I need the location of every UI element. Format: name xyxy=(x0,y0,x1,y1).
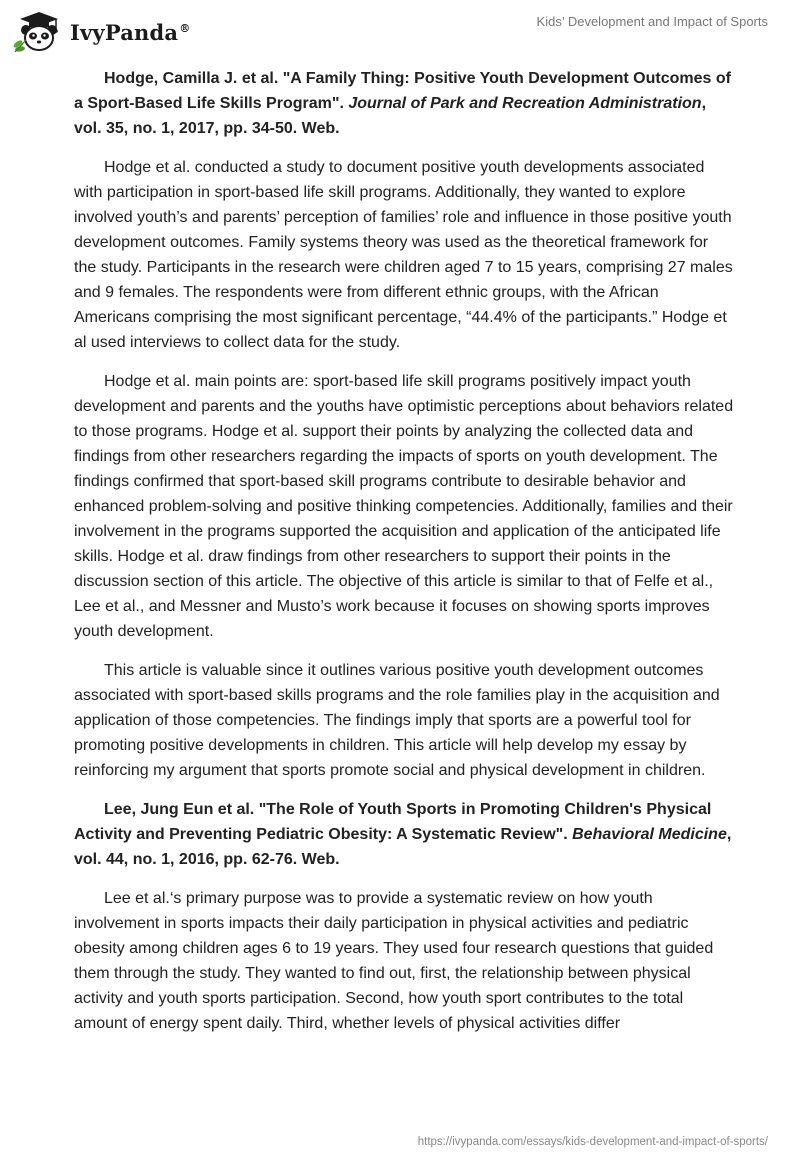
paragraph: This article is valuable since it outlines various positive youth development outcomes associated with sport-based skills programs and the role families play in the acquisition and application of those competencies. The findings imply that sports are a powerful tool for promoting positive developments in children. This article will help develop my essay by reinforcing my argument that sports promote social and physical development in children. xyxy=(74,662,720,779)
source-url-link[interactable]: https://ivypanda.com/essays/kids-development-and-impact-of-sports/ xyxy=(417,1136,768,1148)
document-title: Kids’ Development and Impact of Sports xyxy=(536,14,768,29)
reference-citation: Lee, Jung Eun et al. "The Role of Youth Sports in Promoting Children's Physical Activity and Preventing Pediatric Obesity: A Systematic Review". xyxy=(74,801,712,843)
paragraph: Lee et al.‘s primary purpose was to provide a systematic review on how youth involvement in sports impacts their daily participation in physical activities and pediatric obesity among children ages 6 to 19 years. They used four research questions that guided them through the study. They wanted to find out, first, the relationship between physical activity and youth sports participation. Second, how youth sport contributes to the total amount of energy spent daily. Third, whether levels of physical activities differ xyxy=(74,890,714,1032)
reference-details: , vol. 44, no. 1, 2016, pp. 62-76. Web. xyxy=(74,826,732,868)
paragraph: Hodge et al. conducted a study to document positive youth developments associated with participation in sport-based life skill programs. Additionally, they wanted to explore involved youth’s and parents’ perception of families’ role and influence in those positive youth development outcomes. Family systems theory was used as the theoretical framework for the study. Participants in the research were children aged 7 to 15 years, comprising 27 males and 9 females. The respondents were from different ethnic groups, with the African Americans comprising the most significant percentage, “44.4% of the participants.” Hodge et al used interviews to collect data for the study. xyxy=(74,159,733,351)
registered-mark: ® xyxy=(179,21,191,35)
essay-body xyxy=(74,66,734,1050)
brand-name: IvyPanda® xyxy=(70,19,191,45)
reference-details: , vol. 35, no. 1, 2017, pp. 34-50. Web. xyxy=(74,95,707,137)
paragraph: Hodge et al. main points are: sport-based life skill programs positively impact youth development and parents and the youths have optimistic perceptions about behaviors related to those programs. Hodge et al. support their points by analyzing the collected data and findings from other researchers regarding the impacts of sports on youth development. The findings confirmed that sport-based skill programs contribute to desirable behavior and enhanced problem-solving and positive thinking competencies. Additionally, families and their involvement in the programs supported the acquisition and application of the anticipated life skills. Hodge et al. draw findings from other researchers to support their points in the discussion section of this article. The objective of this article is similar to that of Felfe et al., Lee et al., and Messner and Musto’s work because it focuses on showing sports improves youth development. xyxy=(74,373,734,640)
journal-title: Journal of Park and Recreation Administration xyxy=(348,95,702,112)
panda-graduation-icon xyxy=(12,10,66,54)
reference-entry xyxy=(74,797,734,872)
reference-entry xyxy=(74,66,734,141)
page-header xyxy=(0,0,800,60)
ivypanda-logo[interactable] xyxy=(12,10,190,54)
reference-citation: Hodge, Camilla J. et al. "A Family Thing: Positive Youth Development Outcomes of a Sport-Based Life Skills Program". xyxy=(74,70,731,112)
journal-title: Behavioral Medicine xyxy=(572,826,727,843)
